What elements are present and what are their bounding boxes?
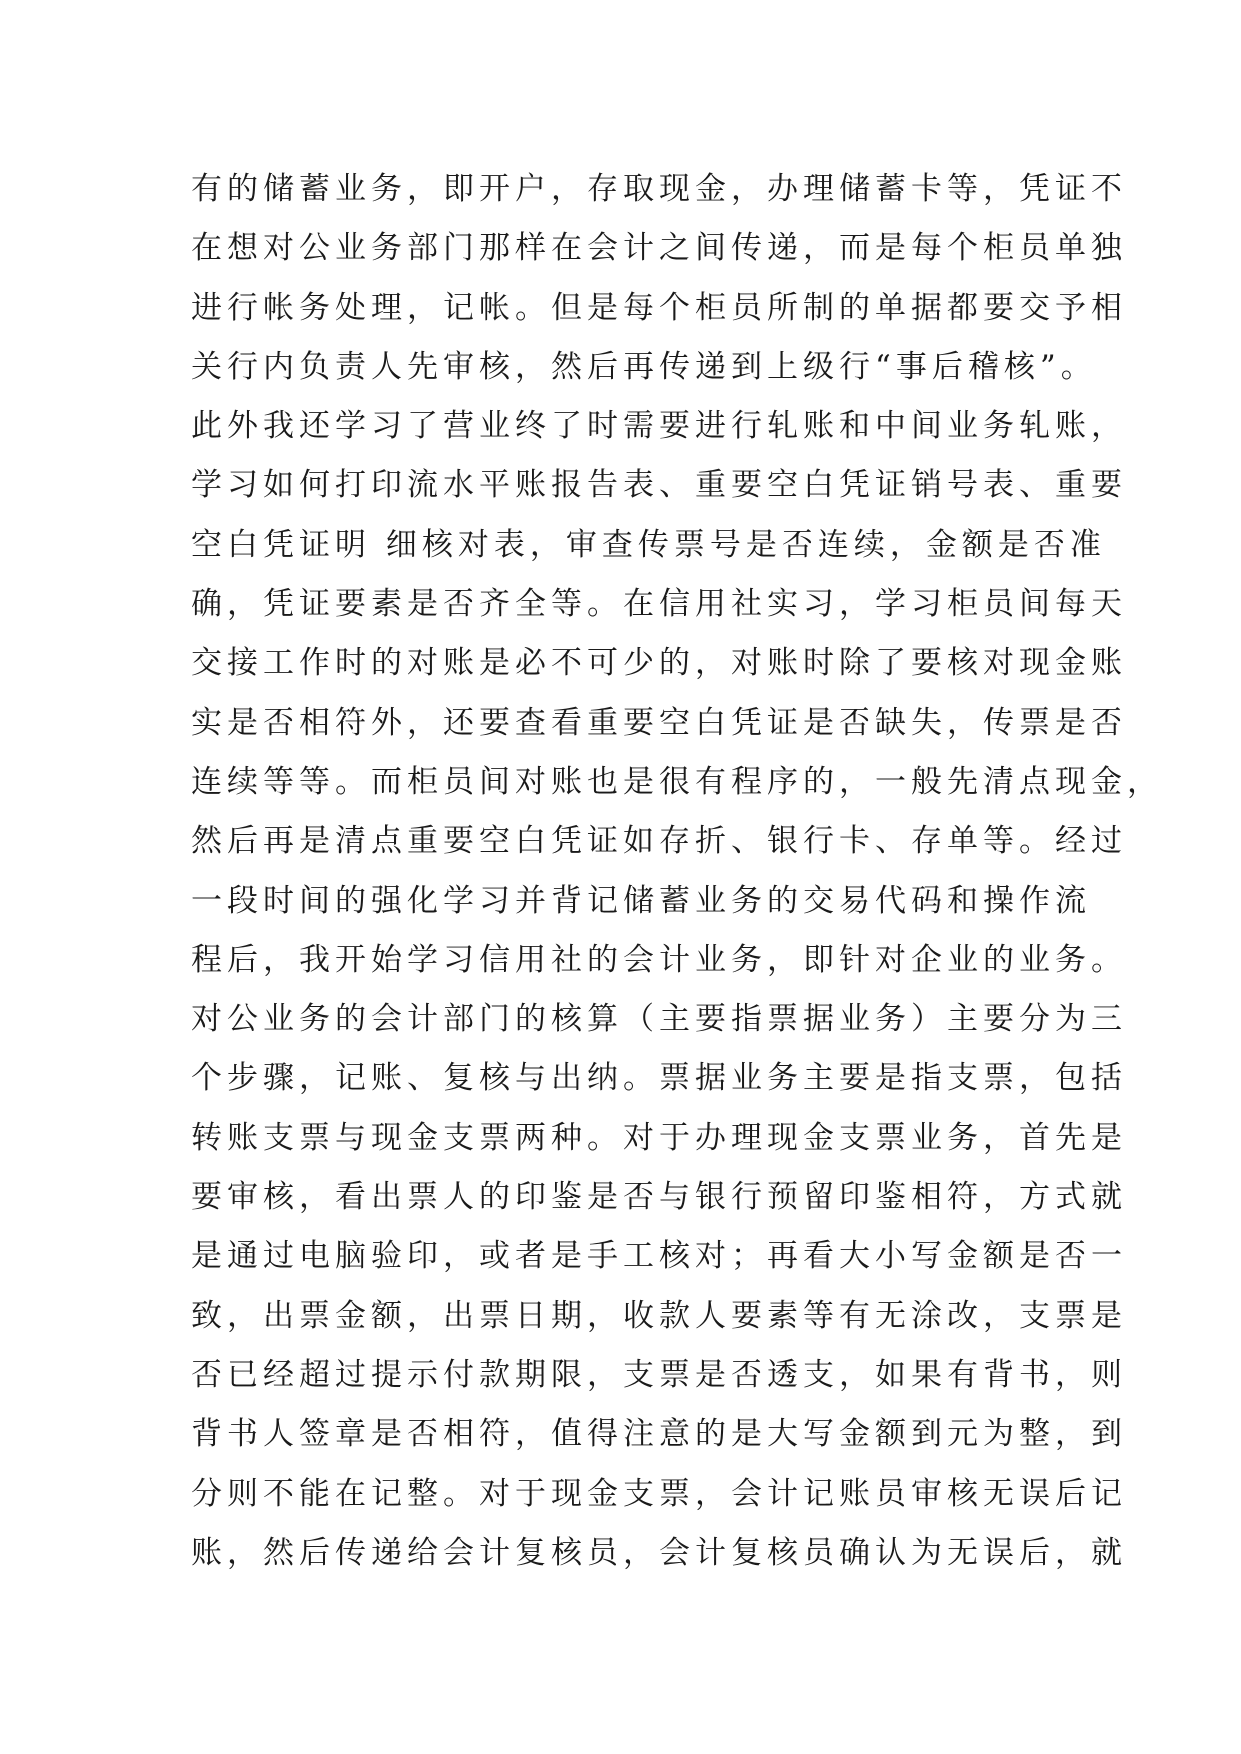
text-line: 要审核，看出票人的印鉴是否与银行预留印鉴相符，方式就: [191, 1179, 1127, 1216]
text-line: 程后，我开始学习信用社的会计业务，即针对企业的业务。: [191, 941, 1127, 978]
text-line: 确，凭证要素是否齐全等。在信用社实习，学习柜员间每天: [191, 586, 1127, 623]
text-line: 分则不能在记整。对于现金支票，会计记账员审核无误后记: [191, 1475, 1127, 1512]
text-line: 有的储蓄业务，即开户，存取现金，办理储蓄卡等，凭证不: [191, 171, 1127, 207]
text-line: 空白凭证明 细核对表，审查传票号是否连续，金额是否准: [191, 526, 1106, 563]
body-text: [191, 160, 1163, 1583]
text-line: 交接工作时的对账是必不可少的，对账时除了要核对现金账: [191, 645, 1127, 682]
text-line: 学习如何打印流水平账报告表、重要空白凭证销号表、重要: [191, 467, 1127, 504]
text-line: 连续等等。而柜员间对账也是很有程序的，一般先清点现金，: [191, 763, 1163, 800]
text-line: 进行帐务处理，记帐。但是每个柜员所制的单据都要交予相: [191, 289, 1127, 326]
text-line: 否已经超过提示付款期限，支票是否透支，如果有背书，则: [191, 1356, 1127, 1393]
text-line: 实是否相符外，还要查看重要空白凭证是否缺失，传票是否: [191, 704, 1127, 741]
text-line: 关行内负责人先审核，然后再传递到上级行“事后稽核”。: [191, 348, 1097, 385]
text-line: 背书人签章是否相符，值得注意的是大写金额到元为整，到: [191, 1416, 1127, 1453]
text-line: 账，然后传递给会计复核员，会计复核员确认为无误后，就: [191, 1534, 1127, 1571]
text-line: 致，出票金额，出票日期，收款人要素等有无涂改，支票是: [191, 1297, 1127, 1334]
text-line: 个步骤，记账、复核与出纳。票据业务主要是指支票，包括: [191, 1060, 1127, 1097]
text-line: 是通过电脑验印，或者是手工核对；再看大小写金额是否一: [191, 1238, 1127, 1275]
text-line: 一段时间的强化学习并背记储蓄业务的交易代码和操作流: [191, 882, 1091, 919]
text-line: 此外我还学习了营业终了时需要进行轧账和中间业务轧账，: [191, 408, 1127, 445]
text-line: 在想对公业务部门那样在会计之间传递，而是每个柜员单独: [191, 230, 1127, 267]
text-line: 对公业务的会计部门的核算（主要指票据业务）主要分为三: [191, 1001, 1127, 1038]
text-line: 转账支票与现金支票两种。对于办理现金支票业务，首先是: [191, 1119, 1127, 1156]
text-line: 然后再是清点重要空白凭证如存折、银行卡、存单等。经过: [191, 823, 1127, 860]
